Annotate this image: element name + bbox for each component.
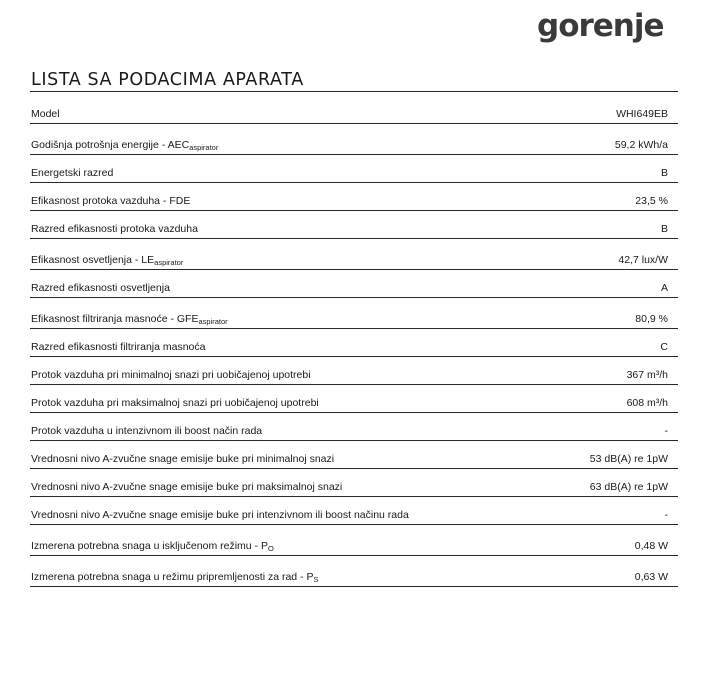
- table-row: [30, 441, 678, 469]
- row-value: 42,7 lux/W: [561, 239, 678, 270]
- row-value: 23,5 %: [561, 183, 678, 211]
- row-label-subscript: aspirator: [154, 258, 184, 267]
- row-label: Vrednosni nivo A-zvučne snage emisije buke pri minimalnoj snazi: [30, 441, 561, 469]
- row-label: Protok vazduha pri maksimalnoj snazi pri uobičajenoj upotrebi: [30, 385, 561, 413]
- table-row: [30, 155, 678, 183]
- row-value: 608 m³/h: [561, 385, 678, 413]
- table-row: [30, 239, 678, 270]
- table-row: [30, 556, 678, 587]
- brand-logo: gorenje: [537, 8, 664, 44]
- row-value: 63 dB(A) re 1pW: [561, 469, 678, 497]
- table-row: [30, 96, 678, 124]
- row-value: 80,9 %: [561, 298, 678, 329]
- row-value: A: [561, 270, 678, 298]
- row-value: -: [561, 413, 678, 441]
- table-row: [30, 211, 678, 239]
- row-value: -: [561, 497, 678, 525]
- row-label: Model: [30, 96, 561, 124]
- table-row: [30, 413, 678, 441]
- spec-table: [30, 96, 678, 587]
- row-value: 367 m³/h: [561, 357, 678, 385]
- row-label: Efikasnost filtriranja masnoće - $GFE_{aspirator}$: [30, 298, 561, 329]
- row-label: Razred efikasnosti filtriranja masnoća: [30, 329, 561, 357]
- row-label: Energetski razred: [30, 155, 561, 183]
- row-label: Godišnja potrošnja energije - $AEC_{aspirator}$: [30, 124, 561, 155]
- row-label: Efikasnost osvetljenja - $LE_{aspirator}$: [30, 239, 561, 270]
- table-row: [30, 270, 678, 298]
- title-divider: [30, 91, 678, 92]
- row-label-subscript: aspirator: [198, 317, 228, 326]
- row-value: 53 dB(A) re 1pW: [561, 441, 678, 469]
- row-value: WHI649EB: [561, 96, 678, 124]
- row-value: C: [561, 329, 678, 357]
- row-label-subscript: S: [313, 575, 319, 584]
- table-row: [30, 469, 678, 497]
- row-label: Razred efikasnosti osvetljenja: [30, 270, 561, 298]
- table-row: [30, 357, 678, 385]
- row-label: Protok vazduha u intenzivnom ili boost način rada: [30, 413, 561, 441]
- table-row: [30, 183, 678, 211]
- table-row: [30, 124, 678, 155]
- row-label-subscript: aspirator: [189, 143, 219, 152]
- row-value: B: [561, 211, 678, 239]
- row-label: Razred efikasnosti protoka vazduha: [30, 211, 561, 239]
- row-label: Izmerena potrebna snaga u režimu pripremljenosti za rad - $P_S$: [30, 556, 561, 587]
- table-row: [30, 525, 678, 556]
- table-row: [30, 385, 678, 413]
- row-label: Vrednosni nivo A-zvučne snage emisije buke pri intenzivnom ili boost načinu rada: [30, 497, 561, 525]
- table-row: [30, 497, 678, 525]
- table-row: [30, 298, 678, 329]
- row-label: Izmerena potrebna snaga u isključenom režimu - $P_O$: [30, 525, 561, 556]
- row-label: Vrednosni nivo A-zvučne snage emisije buke pri maksimalnoj snazi: [30, 469, 561, 497]
- row-value: 59,2 kWh/a: [561, 124, 678, 155]
- row-value: 0,48 W: [561, 525, 678, 556]
- row-label: Efikasnost protoka vazduha - FDE: [30, 183, 561, 211]
- table-row: [30, 329, 678, 357]
- page-title: LISTA SA PODACIMA APARATA: [31, 70, 304, 90]
- row-label: Protok vazduha pri minimalnoj snazi pri uobičajenoj upotrebi: [30, 357, 561, 385]
- row-value: B: [561, 155, 678, 183]
- row-label-subscript: O: [267, 544, 274, 553]
- row-value: 0,63 W: [561, 556, 678, 587]
